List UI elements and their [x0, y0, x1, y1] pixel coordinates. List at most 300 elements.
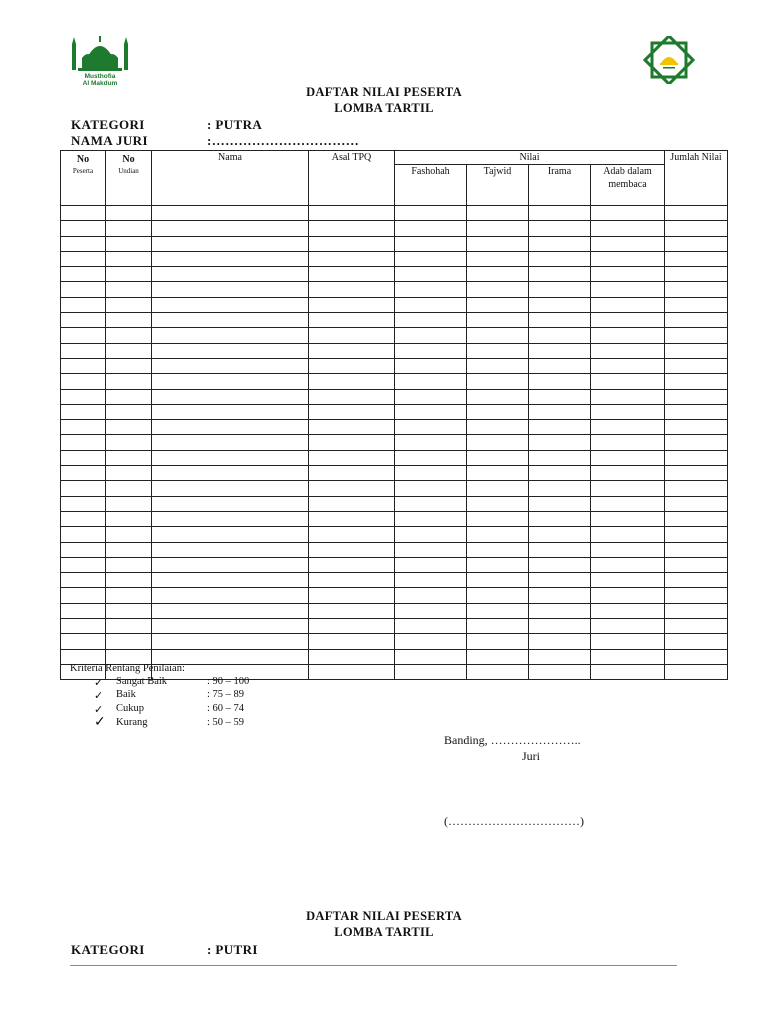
cell-adab[interactable] — [591, 557, 665, 572]
cell-fashohah[interactable] — [395, 435, 467, 450]
cell-no-undian[interactable] — [106, 527, 152, 542]
cell-asal-tpq[interactable] — [309, 236, 395, 251]
cell-no-undian[interactable] — [106, 206, 152, 221]
cell-fashohah[interactable] — [395, 573, 467, 588]
cell-asal-tpq[interactable] — [309, 251, 395, 266]
cell-adab[interactable] — [591, 343, 665, 358]
cell-nama[interactable] — [152, 420, 309, 435]
cell-fashohah[interactable] — [395, 527, 467, 542]
cell-tajwid[interactable] — [467, 343, 529, 358]
cell-fashohah[interactable] — [395, 420, 467, 435]
cell-tajwid[interactable] — [467, 496, 529, 511]
cell-jumlah-nilai[interactable] — [665, 527, 728, 542]
cell-jumlah-nilai[interactable] — [665, 236, 728, 251]
cell-nama[interactable] — [152, 435, 309, 450]
cell-tajwid[interactable] — [467, 664, 529, 679]
cell-no-peserta[interactable] — [61, 511, 106, 526]
cell-fashohah[interactable] — [395, 511, 467, 526]
cell-no-undian[interactable] — [106, 328, 152, 343]
cell-no-peserta[interactable] — [61, 435, 106, 450]
header-no-peserta-sub: Peserta — [72, 167, 94, 175]
cell-adab[interactable] — [591, 404, 665, 419]
cell-jumlah-nilai[interactable] — [665, 619, 728, 634]
cell-tajwid[interactable] — [467, 236, 529, 251]
cell-jumlah-nilai[interactable] — [665, 328, 728, 343]
score-table-body — [61, 206, 728, 680]
header-asal-tpq: Asal TPQ — [309, 151, 395, 206]
cell-no-undian[interactable] — [106, 282, 152, 297]
cell-fashohah[interactable] — [395, 313, 467, 328]
cell-fashohah[interactable] — [395, 557, 467, 572]
cell-nama[interactable] — [152, 343, 309, 358]
cell-adab[interactable] — [591, 542, 665, 557]
cell-irama[interactable] — [529, 588, 591, 603]
cell-asal-tpq[interactable] — [309, 634, 395, 649]
cell-no-peserta[interactable] — [61, 420, 106, 435]
cell-asal-tpq[interactable] — [309, 588, 395, 603]
cell-tajwid[interactable] — [467, 251, 529, 266]
cell-nama[interactable] — [152, 511, 309, 526]
cell-tajwid[interactable] — [467, 435, 529, 450]
cell-irama[interactable] — [529, 221, 591, 236]
cell-fashohah[interactable] — [395, 374, 467, 389]
cell-tajwid[interactable] — [467, 634, 529, 649]
cell-no-undian[interactable] — [106, 603, 152, 618]
cell-tajwid[interactable] — [467, 450, 529, 465]
cell-no-undian[interactable] — [106, 389, 152, 404]
cell-no-undian[interactable] — [106, 343, 152, 358]
cell-jumlah-nilai[interactable] — [665, 496, 728, 511]
cell-no-undian[interactable] — [106, 619, 152, 634]
cell-no-peserta[interactable] — [61, 267, 106, 282]
cell-irama[interactable] — [529, 282, 591, 297]
cell-no-peserta[interactable] — [61, 527, 106, 542]
cell-adab[interactable] — [591, 206, 665, 221]
cell-tajwid[interactable] — [467, 267, 529, 282]
cell-no-peserta[interactable] — [61, 374, 106, 389]
cell-adab[interactable] — [591, 251, 665, 266]
cell-no-peserta[interactable] — [61, 221, 106, 236]
cell-adab[interactable] — [591, 664, 665, 679]
criteria-range: : 75 – 89 — [207, 689, 245, 700]
cell-no-peserta[interactable] — [61, 313, 106, 328]
cell-tajwid[interactable] — [467, 573, 529, 588]
cell-jumlah-nilai[interactable] — [665, 435, 728, 450]
cell-no-undian[interactable] — [106, 420, 152, 435]
cell-nama[interactable] — [152, 619, 309, 634]
cell-jumlah-nilai[interactable] — [665, 588, 728, 603]
cell-nama[interactable] — [152, 481, 309, 496]
cell-asal-tpq[interactable] — [309, 511, 395, 526]
cell-no-peserta[interactable] — [61, 481, 106, 496]
score-table — [60, 150, 728, 680]
cell-fashohah[interactable] — [395, 588, 467, 603]
cell-nama[interactable] — [152, 358, 309, 373]
cell-no-peserta[interactable] — [61, 358, 106, 373]
cell-tajwid[interactable] — [467, 313, 529, 328]
cell-fashohah[interactable] — [395, 664, 467, 679]
cell-adab[interactable] — [591, 481, 665, 496]
cell-no-peserta[interactable] — [61, 450, 106, 465]
cell-tajwid[interactable] — [467, 511, 529, 526]
cell-adab[interactable] — [591, 420, 665, 435]
cell-no-undian[interactable] — [106, 634, 152, 649]
cell-tajwid[interactable] — [467, 619, 529, 634]
cell-fashohah[interactable] — [395, 389, 467, 404]
cell-asal-tpq[interactable] — [309, 328, 395, 343]
cell-irama[interactable] — [529, 603, 591, 618]
cell-no-peserta[interactable] — [61, 236, 106, 251]
cell-nama[interactable] — [152, 573, 309, 588]
table-row — [61, 450, 728, 465]
cell-tajwid[interactable] — [467, 206, 529, 221]
cell-nama[interactable] — [152, 328, 309, 343]
cell-jumlah-nilai[interactable] — [665, 389, 728, 404]
cell-no-undian[interactable] — [106, 496, 152, 511]
cell-irama[interactable] — [529, 267, 591, 282]
cell-asal-tpq[interactable] — [309, 221, 395, 236]
cell-asal-tpq[interactable] — [309, 282, 395, 297]
cell-irama[interactable] — [529, 297, 591, 312]
cell-asal-tpq[interactable] — [309, 389, 395, 404]
cell-no-undian[interactable] — [106, 511, 152, 526]
cell-jumlah-nilai[interactable] — [665, 313, 728, 328]
cell-asal-tpq[interactable] — [309, 358, 395, 373]
cell-tajwid[interactable] — [467, 297, 529, 312]
cell-no-undian[interactable] — [106, 404, 152, 419]
cell-no-undian[interactable] — [106, 450, 152, 465]
cell-tajwid[interactable] — [467, 374, 529, 389]
cell-jumlah-nilai[interactable] — [665, 634, 728, 649]
cell-no-undian[interactable] — [106, 542, 152, 557]
cell-jumlah-nilai[interactable] — [665, 649, 728, 664]
cell-nama[interactable] — [152, 557, 309, 572]
cell-irama[interactable] — [529, 251, 591, 266]
cell-irama[interactable] — [529, 649, 591, 664]
cell-nama[interactable] — [152, 389, 309, 404]
cell-fashohah[interactable] — [395, 466, 467, 481]
cell-no-undian[interactable] — [106, 588, 152, 603]
cell-nama[interactable] — [152, 236, 309, 251]
cell-adab[interactable] — [591, 328, 665, 343]
cell-fashohah[interactable] — [395, 481, 467, 496]
cell-adab[interactable] — [591, 511, 665, 526]
cell-irama[interactable] — [529, 404, 591, 419]
cell-tajwid[interactable] — [467, 527, 529, 542]
cell-jumlah-nilai[interactable] — [665, 466, 728, 481]
table-row — [61, 435, 728, 450]
cell-tajwid[interactable] — [467, 358, 529, 373]
cell-irama[interactable] — [529, 573, 591, 588]
cell-fashohah[interactable] — [395, 206, 467, 221]
header-irama: Irama — [529, 165, 591, 206]
cell-asal-tpq[interactable] — [309, 557, 395, 572]
cell-asal-tpq[interactable] — [309, 267, 395, 282]
cell-nama[interactable] — [152, 466, 309, 481]
cell-asal-tpq[interactable] — [309, 481, 395, 496]
cell-fashohah[interactable] — [395, 221, 467, 236]
cell-adab[interactable] — [591, 221, 665, 236]
cell-nama[interactable] — [152, 206, 309, 221]
cell-no-peserta[interactable] — [61, 603, 106, 618]
cell-tajwid[interactable] — [467, 328, 529, 343]
cell-tajwid[interactable] — [467, 603, 529, 618]
table-row — [61, 343, 728, 358]
cell-asal-tpq[interactable] — [309, 450, 395, 465]
cell-fashohah[interactable] — [395, 282, 467, 297]
cell-asal-tpq[interactable] — [309, 420, 395, 435]
cell-irama[interactable] — [529, 481, 591, 496]
cell-no-peserta[interactable] — [61, 251, 106, 266]
cell-tajwid[interactable] — [467, 420, 529, 435]
cell-asal-tpq[interactable] — [309, 435, 395, 450]
cell-fashohah[interactable] — [395, 404, 467, 419]
cell-irama[interactable] — [529, 466, 591, 481]
cell-irama[interactable] — [529, 420, 591, 435]
mosque-logo — [68, 34, 132, 88]
cell-irama[interactable] — [529, 542, 591, 557]
cell-jumlah-nilai[interactable] — [665, 267, 728, 282]
cell-tajwid[interactable] — [467, 588, 529, 603]
cell-nama[interactable] — [152, 297, 309, 312]
table-row — [61, 466, 728, 481]
cell-no-peserta[interactable] — [61, 328, 106, 343]
cell-asal-tpq[interactable] — [309, 649, 395, 664]
cell-fashohah[interactable] — [395, 450, 467, 465]
cell-asal-tpq[interactable] — [309, 374, 395, 389]
signature-name-blank[interactable]: (……………………………) — [444, 814, 584, 828]
cell-irama[interactable] — [529, 511, 591, 526]
cell-adab[interactable] — [591, 496, 665, 511]
cell-jumlah-nilai[interactable] — [665, 603, 728, 618]
cell-no-undian[interactable] — [106, 481, 152, 496]
cell-nama[interactable] — [152, 267, 309, 282]
cell-irama[interactable] — [529, 389, 591, 404]
cell-no-peserta[interactable] — [61, 557, 106, 572]
cell-no-undian[interactable] — [106, 236, 152, 251]
cell-irama[interactable] — [529, 374, 591, 389]
cell-no-undian[interactable] — [106, 435, 152, 450]
place-date[interactable]: Banding, ………………….. — [444, 733, 581, 747]
juri-value[interactable]: :…………………………… — [207, 133, 360, 148]
cell-no-undian[interactable] — [106, 297, 152, 312]
table-row — [61, 206, 728, 221]
cell-adab[interactable] — [591, 573, 665, 588]
cell-tajwid[interactable] — [467, 649, 529, 664]
cell-fashohah[interactable] — [395, 297, 467, 312]
cell-adab[interactable] — [591, 603, 665, 618]
cell-tajwid[interactable] — [467, 404, 529, 419]
cell-jumlah-nilai[interactable] — [665, 481, 728, 496]
cell-tajwid[interactable] — [467, 389, 529, 404]
logo-text-line1: Musthofia — [84, 73, 116, 80]
cell-adab[interactable] — [591, 313, 665, 328]
cell-jumlah-nilai[interactable] — [665, 251, 728, 266]
cell-no-undian[interactable] — [106, 313, 152, 328]
cell-no-peserta[interactable] — [61, 466, 106, 481]
cell-nama[interactable] — [152, 313, 309, 328]
cell-adab[interactable] — [591, 236, 665, 251]
cell-jumlah-nilai[interactable] — [665, 358, 728, 373]
cell-jumlah-nilai[interactable] — [665, 420, 728, 435]
cell-tajwid[interactable] — [467, 557, 529, 572]
cell-tajwid[interactable] — [467, 221, 529, 236]
cell-fashohah[interactable] — [395, 634, 467, 649]
cell-irama[interactable] — [529, 664, 591, 679]
cell-nama[interactable] — [152, 496, 309, 511]
cell-tajwid[interactable] — [467, 282, 529, 297]
cell-nama[interactable] — [152, 404, 309, 419]
cell-nama[interactable] — [152, 282, 309, 297]
cell-no-undian[interactable] — [106, 221, 152, 236]
cell-adab[interactable] — [591, 466, 665, 481]
cell-fashohah[interactable] — [395, 603, 467, 618]
cell-tajwid[interactable] — [467, 466, 529, 481]
cell-no-peserta[interactable] — [61, 297, 106, 312]
cell-adab[interactable] — [591, 450, 665, 465]
cell-asal-tpq[interactable] — [309, 297, 395, 312]
cell-adab[interactable] — [591, 358, 665, 373]
kategori2-value: : PUTRI — [207, 942, 258, 957]
cell-no-undian[interactable] — [106, 267, 152, 282]
cell-jumlah-nilai[interactable] — [665, 404, 728, 419]
cell-jumlah-nilai[interactable] — [665, 221, 728, 236]
cell-no-undian[interactable] — [106, 251, 152, 266]
cell-no-undian[interactable] — [106, 573, 152, 588]
cell-asal-tpq[interactable] — [309, 573, 395, 588]
cell-no-peserta[interactable] — [61, 282, 106, 297]
table-row — [61, 389, 728, 404]
cell-no-undian[interactable] — [106, 374, 152, 389]
cell-irama[interactable] — [529, 236, 591, 251]
header-no-undian-sub: Undian — [118, 167, 139, 175]
cell-irama[interactable] — [529, 619, 591, 634]
criteria-range: : 60 – 74 — [207, 703, 245, 714]
cell-jumlah-nilai[interactable] — [665, 297, 728, 312]
cell-nama[interactable] — [152, 588, 309, 603]
cell-asal-tpq[interactable] — [309, 496, 395, 511]
cell-tajwid[interactable] — [467, 542, 529, 557]
cell-nama[interactable] — [152, 634, 309, 649]
cell-jumlah-nilai[interactable] — [665, 282, 728, 297]
cell-no-peserta[interactable] — [61, 634, 106, 649]
cell-irama[interactable] — [529, 328, 591, 343]
cell-irama[interactable] — [529, 206, 591, 221]
cell-fashohah[interactable] — [395, 343, 467, 358]
juri-role: Juri — [522, 749, 540, 763]
cell-adab[interactable] — [591, 435, 665, 450]
cell-no-peserta[interactable] — [61, 404, 106, 419]
cell-adab[interactable] — [591, 282, 665, 297]
cell-no-peserta[interactable] — [61, 343, 106, 358]
cell-nama[interactable] — [152, 374, 309, 389]
cell-fashohah[interactable] — [395, 619, 467, 634]
cell-no-peserta[interactable] — [61, 588, 106, 603]
cell-fashohah[interactable] — [395, 251, 467, 266]
cell-irama[interactable] — [529, 435, 591, 450]
cell-jumlah-nilai[interactable] — [665, 343, 728, 358]
cell-asal-tpq[interactable] — [309, 603, 395, 618]
cell-no-peserta[interactable] — [61, 206, 106, 221]
cell-asal-tpq[interactable] — [309, 527, 395, 542]
cell-nama[interactable] — [152, 527, 309, 542]
cell-adab[interactable] — [591, 297, 665, 312]
table-row — [61, 328, 728, 343]
cell-no-peserta[interactable] — [61, 496, 106, 511]
cell-fashohah[interactable] — [395, 542, 467, 557]
cell-asal-tpq[interactable] — [309, 542, 395, 557]
cell-jumlah-nilai[interactable] — [665, 511, 728, 526]
cell-no-undian[interactable] — [106, 358, 152, 373]
cell-fashohah[interactable] — [395, 358, 467, 373]
cell-adab[interactable] — [591, 374, 665, 389]
cell-jumlah-nilai[interactable] — [665, 573, 728, 588]
cell-adab[interactable] — [591, 389, 665, 404]
cell-fashohah[interactable] — [395, 328, 467, 343]
cell-adab[interactable] — [591, 649, 665, 664]
emblem-logo — [640, 36, 698, 84]
cell-irama[interactable] — [529, 358, 591, 373]
cell-no-peserta[interactable] — [61, 542, 106, 557]
cell-nama[interactable] — [152, 251, 309, 266]
cell-asal-tpq[interactable] — [309, 466, 395, 481]
cell-asal-tpq[interactable] — [309, 404, 395, 419]
cell-jumlah-nilai[interactable] — [665, 664, 728, 679]
cell-asal-tpq[interactable] — [309, 206, 395, 221]
cell-jumlah-nilai[interactable] — [665, 374, 728, 389]
cell-jumlah-nilai[interactable] — [665, 542, 728, 557]
cell-no-undian[interactable] — [106, 557, 152, 572]
cell-asal-tpq[interactable] — [309, 343, 395, 358]
cell-nama[interactable] — [152, 450, 309, 465]
cell-jumlah-nilai[interactable] — [665, 206, 728, 221]
cell-no-peserta[interactable] — [61, 389, 106, 404]
cell-adab[interactable] — [591, 267, 665, 282]
table-row — [61, 511, 728, 526]
table-row — [61, 313, 728, 328]
cell-no-peserta[interactable] — [61, 573, 106, 588]
cell-fashohah[interactable] — [395, 267, 467, 282]
cell-fashohah[interactable] — [395, 236, 467, 251]
cell-irama[interactable] — [529, 313, 591, 328]
cell-nama[interactable] — [152, 542, 309, 557]
cell-no-undian[interactable] — [106, 466, 152, 481]
cell-tajwid[interactable] — [467, 481, 529, 496]
cell-irama[interactable] — [529, 634, 591, 649]
cell-no-peserta[interactable] — [61, 619, 106, 634]
cell-adab[interactable] — [591, 619, 665, 634]
kategori2-row — [71, 942, 371, 958]
cell-asal-tpq[interactable] — [309, 664, 395, 679]
cell-adab[interactable] — [591, 588, 665, 603]
cell-fashohah[interactable] — [395, 649, 467, 664]
cell-adab[interactable] — [591, 634, 665, 649]
cell-nama[interactable] — [152, 221, 309, 236]
kategori-label: KATEGORI — [71, 117, 145, 132]
cell-irama[interactable] — [529, 450, 591, 465]
cell-fashohah[interactable] — [395, 496, 467, 511]
cell-irama[interactable] — [529, 343, 591, 358]
cell-asal-tpq[interactable] — [309, 313, 395, 328]
cell-irama[interactable] — [529, 557, 591, 572]
cell-nama[interactable] — [152, 603, 309, 618]
cell-asal-tpq[interactable] — [309, 619, 395, 634]
cell-adab[interactable] — [591, 527, 665, 542]
cell-jumlah-nilai[interactable] — [665, 450, 728, 465]
cell-jumlah-nilai[interactable] — [665, 557, 728, 572]
cell-irama[interactable] — [529, 527, 591, 542]
cell-irama[interactable] — [529, 496, 591, 511]
